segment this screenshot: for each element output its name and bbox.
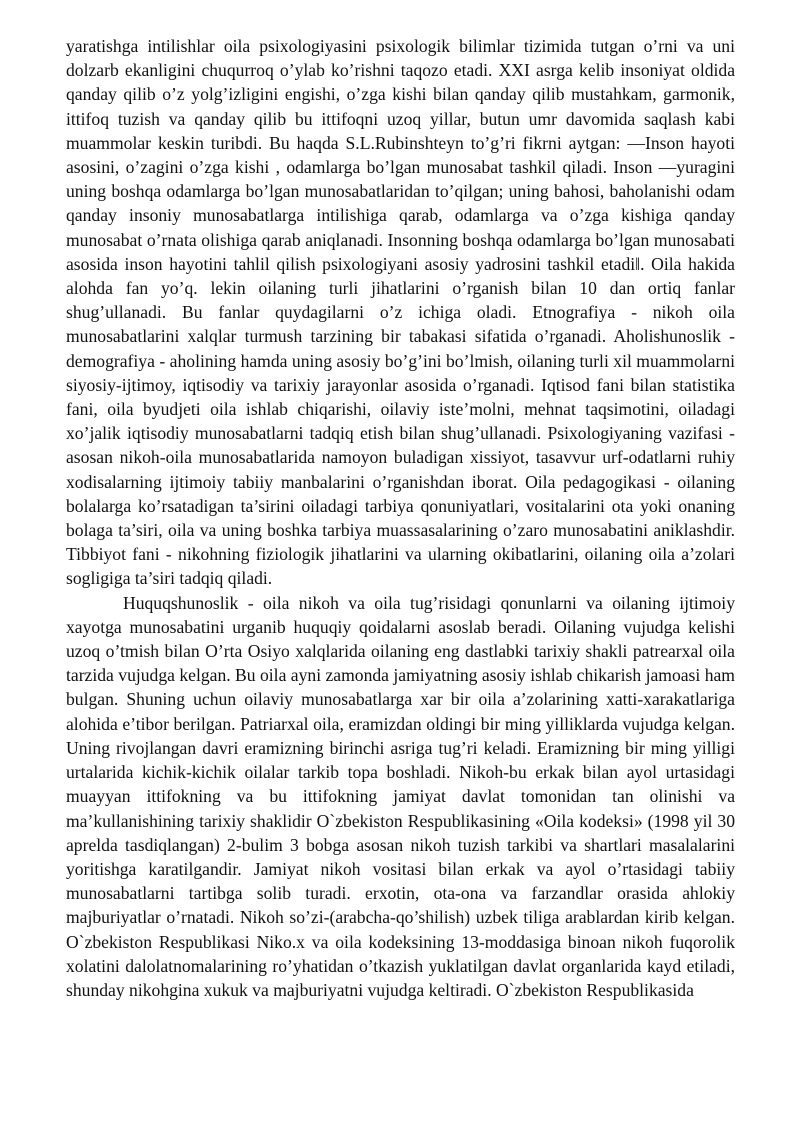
body-paragraph-2: Huquqshunoslik - oila nikoh va oila tug’risidagi qonunlarni va oilaning ijtimoiy xayotga munosabatini urganib huquqiy qoidalarni asoslab beradi. Oilaning vujudga kelishi uzoq o’tmish bilan O’rta Osiyo xalqlarida oilaning eng dastlabki tarixiy shakli patrearxal oila tarzida vujudga kelgan. Bu oila ayni zamonda jamiyatning asosiy ishlab chikarish jamoasi ham bulgan. Shuning uchun oilaviy munosabatlarga xar bir oila a’zolarining xatti-xarakatlariga alohida e’tibor berilgan. Patriarxal oila, eramizdan oldingi bir ming yilliklarda vujudga kelgan. Uning rivojlangan davri eramizning birinchi asriga tug’ri keladi. Eramizning bir ming yilligi urtalarida kichik-kichik oilalar tarkib topa boshladi. Nikoh-bu erkak bilan ayol urtasidagi muayyan ittifokning va bu ittifokning jamiyat davlat tomonidan tan olinishi va ma’kullanishining tarixiy shaklidir O`zbekiston Respublikasining «Oila kodeksi» (1998 yil 30 aprelda tasdiqlangan) 2-bulim 3 bobga asosan nikoh tuzish tarkibi va shartlari masalalarini yoritishga karatilgandir. Jamiyat nikoh vositasi bilan erkak va ayol o’rtasidagi tabiiy munosabatlarni tartibga solib turadi. erxotin, ota-ona va farzandlar orasida ahlokiy majburiyatlar o’rnatadi. Nikoh so’zi-(arabcha-qo’shilish) uzbek tiliga arablardan kirib kelgan. O`zbekiston Respublikasi Niko.x va oila kodeksining 13-moddasiga binoan nikoh fuqorolik xolatini dalolatnomalarining ro’yhatidan o’tkazish yuklatilgan davlat organlarida kayd etiladi, shunday nikohgina xukuk va majburiyatni vujudga keltiradi. O`zbekiston Respublikasida	[66, 592, 735, 1000]
body-paragraph-1: yaratishga intilishlar oila psixologiyasini psixologik bilimlar tizimida tutgan o’rni va uni dolzarb ekanligini chuqurroq o’ylab ko’rishni taqozo etadi. XXI asrga kelib insoniyat oldida qanday qilib o’z yolg’izligini engishi, o’zga kishi bilan qanday qilib mustahkam, garmonik, ittifoq tuzish va qanday qilib bu ittifoqni uzoq yillar, butun umr davomida saqlash kabi muammolar keskin turibdi. Bu haqda S.L.Rubinshteyn to’g’ri fikrni aytgan: ―Inson hayoti asosini, o’zagini o’zga kishi , odamlarga bo’lgan munosabat tashkil qiladi. Inson ―yuragini uning boshqa odamlarga bo’lgan munosabatlaridan to’qilgan; uning bahosi, baholanishi odam qanday insoniy munosabatlarga intilishiga qarab, odamlarga va o’zga kishiga qanday munosabat o’rnata olishiga qarab aniqlanadi. Insonning boshqa odamlarga bo’lgan munosabati asosida inson hayotini tahlil qilish psixologiyani asosiy yadrosini tashkil etadi‖. Oila hakida alohda fan yo’q. lekin oilaning turli jihatlarini o’rganish bilan 10 dan ortiq fanlar shug’ullanadi. Bu fanlar quydagilarni o’z ichiga oladi. Etnografiya - nikoh oila munosabatlarini xalqlar turmush tarzining bir tabakasi sifatida o’rganadi. Aholishunoslik - demografiya - aholining hamda uning asosiy bo’g’ini bo’lmish, oilaning turli xil muammolarni siyosiy-ijtimoy, iqtisodiy va tarixiy jarayonlar asosida o’rganadi. Iqtisod fani bilan statistika fani, oila byudjeti oila ishlab chiqarishi, oilaviy iste’molni, mehnat taqsimotini, oiladagi xo’jalik iqtisodiy munosabatlarni tadqiq etish bilan shug’ullanadi. Psixologiyaning vazifasi - asosan nikoh-oila munosabatlarida namoyon buladigan xissiyot, tasavvur urf-odatlarni ruhiy xodisalarning ijtimoiy tabiiy manbalarini o’rganishdan iborat. Oila pedagogikasi - oilaning bolalarga ko’rsatadigan ta’sirini oiladagi tarbiya qonuniyatlari, vositalarini ota yoki onaning bolaga ta’siri, oila va uning boshka tarbiya muassasalarining o’zaro munosabatini aniklashdir. Tibbiyot fani - nikohning fiziologik jihatlarini va ularning okibatlarini, oilaning oila a’zolari sogligiga ta’siri tadqiq qiladi.	[66, 36, 735, 589]
document-page	[66, 34, 735, 1002]
